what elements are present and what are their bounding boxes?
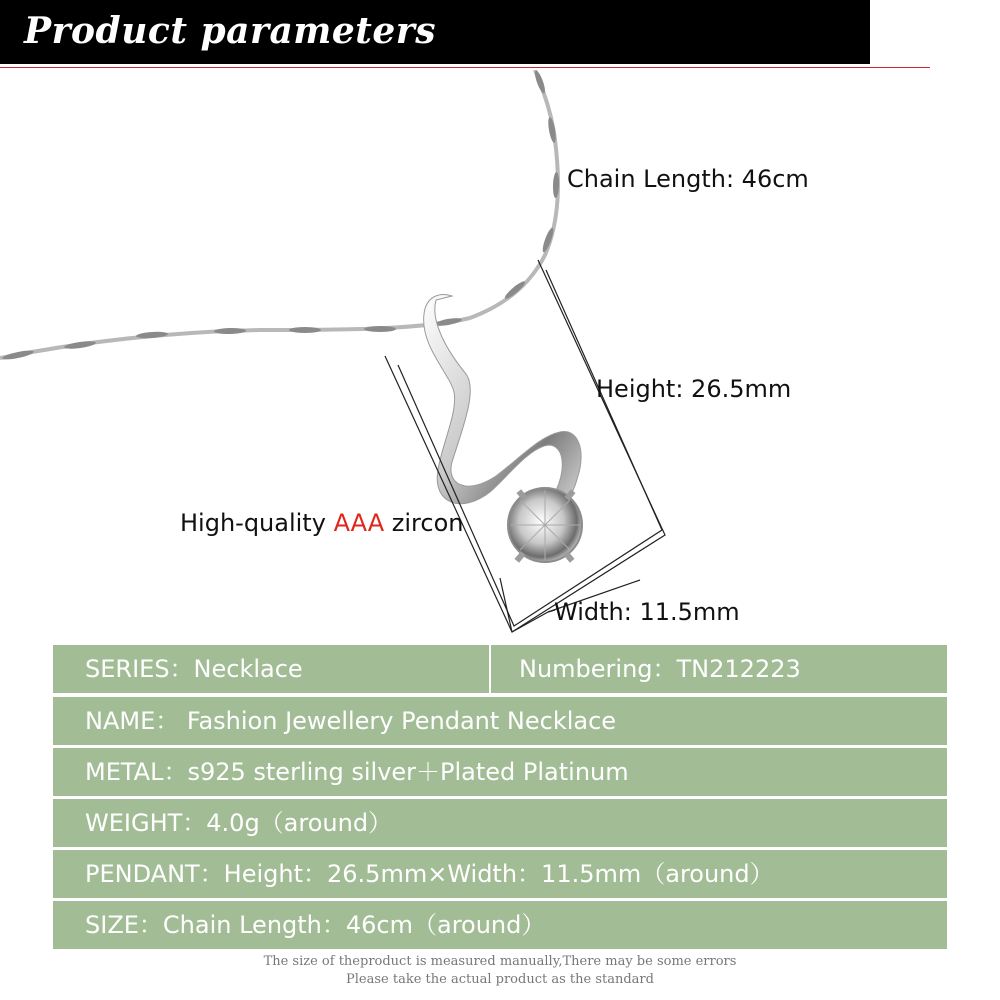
size-value: SIZE：Chain Length：46cm（around） bbox=[85, 911, 546, 939]
header-underline bbox=[0, 67, 930, 68]
zircon-callout-suffix: zircon bbox=[384, 509, 464, 537]
weight-value: WEIGHT：4.0g（around） bbox=[85, 809, 393, 837]
width-callout: Width: 11.5mm bbox=[554, 598, 740, 626]
numbering-value: Numbering：TN212223 bbox=[519, 655, 801, 683]
row-divider bbox=[489, 645, 491, 693]
zircon-callout bbox=[180, 509, 463, 537]
param-row-size bbox=[53, 901, 947, 949]
param-row-metal bbox=[53, 748, 947, 796]
param-row-series bbox=[53, 645, 947, 693]
param-row-pendant bbox=[53, 850, 947, 898]
zircon-callout-grade: AAA bbox=[333, 509, 385, 537]
height-callout: Height: 26.5mm bbox=[596, 375, 792, 403]
zircon-callout-prefix: High-quality bbox=[180, 509, 334, 537]
chain bbox=[0, 70, 559, 361]
footnote-line-1: The size of theproduct is measured manually,There may be some errors bbox=[263, 954, 737, 969]
param-row-name bbox=[53, 697, 947, 745]
necklace-illustration bbox=[0, 70, 1000, 640]
metal-value: METAL：s925 sterling silver＋Plated Platinum bbox=[85, 758, 629, 786]
footnote-line-2: Please take the actual product as the standard bbox=[346, 972, 654, 987]
page-title: Product parameters bbox=[24, 10, 437, 52]
chain-length-callout: Chain Length: 46cm bbox=[567, 165, 809, 193]
header-banner bbox=[0, 0, 870, 64]
series-value: SERIES：Necklace bbox=[85, 655, 303, 683]
pendant-value: PENDANT：Height：26.5mm×Width：11.5mm（around） bbox=[85, 860, 774, 888]
param-row-weight bbox=[53, 799, 947, 847]
name-value: NAME： Fashion Jewellery Pendant Necklace bbox=[85, 707, 617, 735]
